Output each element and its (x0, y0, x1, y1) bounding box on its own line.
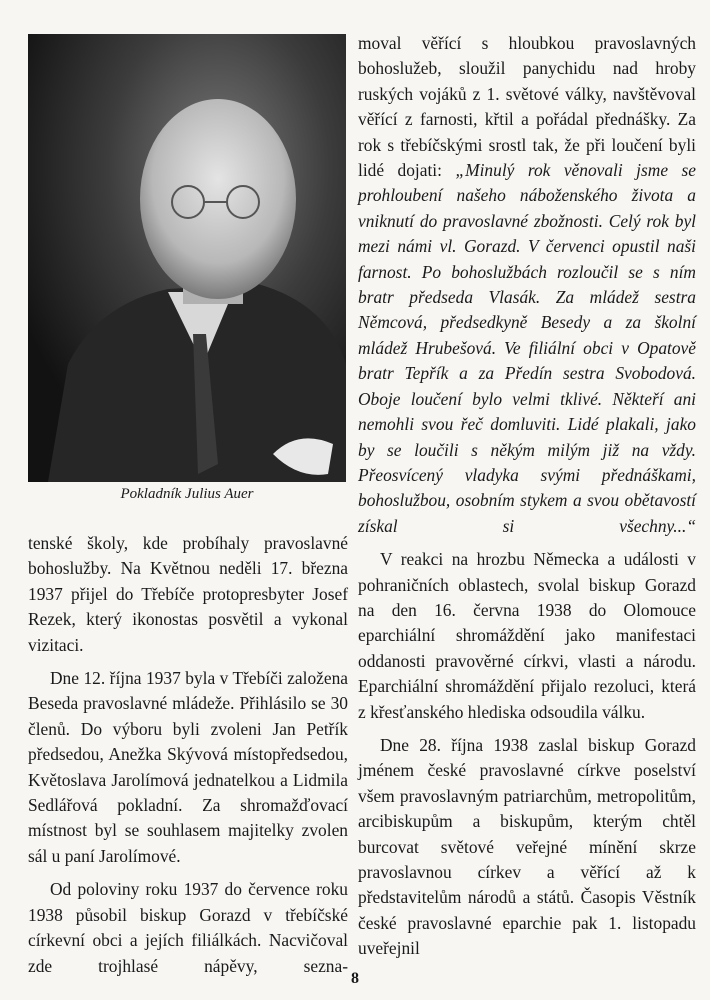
page-number: 8 (351, 970, 359, 987)
left-column (28, 531, 348, 979)
portrait-photo (28, 34, 346, 482)
paragraph: Od poloviny roku 1937 do července roku 1938 působil biskup Gorazd v třebíčské církevní obci a jejích filiálkách. Nacvičoval zde trojhlasé nápěvy, sezna- (28, 879, 348, 976)
paragraph: V reakci na hrozbu Německa a události v pohraničních oblastech, svolal biskup Gorazd na den 16. června 1938 do Olomouce eparchiální shromáždění jako manifestaci oddanosti pravověrné církvi, vlasti a národu. Eparchiální shromáždění přijalo rezoluci, která z křesťanského hlediska odsoudila válku. (358, 549, 696, 722)
paragraph: Dne 28. října 1938 zaslal biskup Gorazd jménem české pravoslavné církve poselství všem pravoslavným patriarchům, metropolitům, arcibiskupům a biskupům, kterým chtěl burcovat světové veřejné mínění skrze pravoslavnou církev a věřící až k představitelům národů a států. Časopis Věstník české pravoslavné eparchie pak 1. listopadu uveřejnil (358, 734, 696, 959)
paragraph (358, 31, 696, 539)
quote-text: „Minulý rok věnovali jsme se prohloubení našeho náboženského života a vniknutí do pravoslavné zbožnosti. Celý rok byl mezi námi vl. Gorazd. V červenci opustil naši farnost. Po bohoslužbách rozloučil se s ním bratr předseda Vlasák. Za mládež sestra Němcová, předsedkyně Besedy a za školní mládež Hrubešová. Ve filiální obci v Opatově bratr Tepřík a za Předín sestra Svobodová. Oboje loučení bylo velmi tklivé. Někteří ani nemohli svou řeč domluviti. Lidé plakali, jako by se loučili s někým milým již na vždy. Přeosvícený vladyka svými přednáškami, bohoslužbou, osobním stykem a svou obětavostí získal si všechny...“ (358, 160, 696, 536)
right-column (358, 31, 696, 962)
paragraph: tenské školy, kde probíhaly pravoslavné bohoslužby. Na Květnou neděli 17. března 1937 přijel do Třebíče protopresbyter Josef Rezek, který ikonostas posvětil a vykonal vizitaci. (28, 533, 348, 655)
photo-caption: Pokladník Julius Auer (120, 486, 254, 502)
paragraph: Dne 12. října 1937 byla v Třebíči založena Beseda pravoslavné mládeže. Přihlásilo se 30 členů. Do výboru byli zvoleni Jan Petřík předsedou, Anežka Skývová místopředsedou, Květoslava Jarolímová jednatelkou a Lidmila Sedlářová pokladní. Za shromažďovací místnost byl se souhlasem majitelky zvolen sál u paní Jarolímové. (28, 668, 348, 866)
paragraph-text: moval věřící s hloubkou pravoslavných bohoslužeb, sloužil panychidu nad hroby ruských vojáků z 1. světové války, navštěvoval věřící z farnosti, křtil a pořádal přednášky. Za rok s třebíčskými srostl tak, že při loučení byli lidé dojati: (358, 33, 696, 181)
